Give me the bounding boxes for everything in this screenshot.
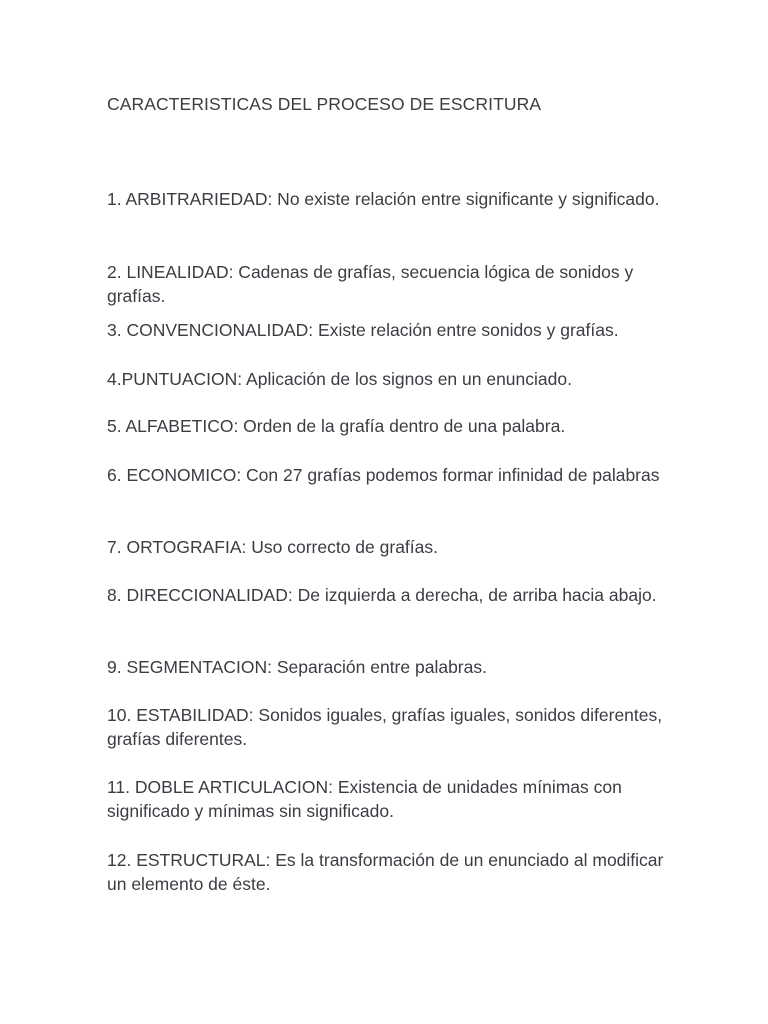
- list-item-puntuacion: 4.PUNTUACION: Aplicación de los signos en un enunciado.: [107, 369, 572, 389]
- list-item-linealidad: 2. LINEALIDAD: Cadenas de grafías, secuencia lógica de sonidos y grafías.: [107, 262, 634, 306]
- list-item-convencionalidad: 3. CONVENCIONALIDAD: Existe relación entre sonidos y grafías.: [107, 320, 619, 340]
- list-item-direccionalidad: 8. DIRECCIONALIDAD: De izquierda a derecha, de arriba hacia abajo.: [107, 585, 657, 605]
- list-item-segmentacion: 9. SEGMENTACION: Separación entre palabras.: [107, 657, 487, 677]
- list-item-estabilidad: 10. ESTABILIDAD: Sonidos iguales, grafías iguales, sonidos diferentes, grafías diferentes.: [107, 705, 663, 749]
- list-item-alfabetico: 5. ALFABETICO: Orden de la grafía dentro de una palabra.: [107, 416, 566, 436]
- list-item-economico: 6. ECONOMICO: Con 27 grafías podemos formar infinidad de palabras: [107, 465, 660, 485]
- list-item-ortografia: 7. ORTOGRAFIA: Uso correcto de grafías.: [107, 537, 438, 557]
- list-item-estructural: 12. ESTRUCTURAL: Es la transformación de un enunciado al modificar un elemento de éste.: [107, 850, 664, 894]
- document-title: CARACTERISTICAS DEL PROCESO DE ESCRITURA: [107, 94, 542, 114]
- list-item-doble-articulacion: 11. DOBLE ARTICULACION: Existencia de unidades mínimas con significado y mínimas sin significado.: [107, 777, 622, 821]
- list-item-arbitrariedad: 1. ARBITRARIEDAD: No existe relación entre significante y significado.: [107, 189, 660, 209]
